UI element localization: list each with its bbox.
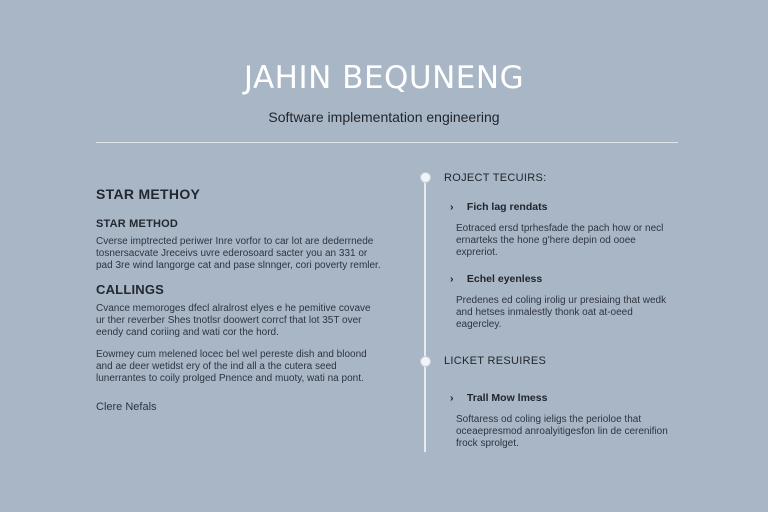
timeline-item-text: Softaress od coling ieligs the perioloe that oceaepresmod anroalyitigesfon lin de cerenifion frock sprolget.	[456, 414, 668, 449]
timeline-dot	[420, 356, 431, 367]
timeline-item	[450, 201, 680, 259]
timeline-item-text: Predenes ed coling irolig ur presiaing that wedk and hetses inmalestly thonk oat at-oeed eagercley.	[456, 295, 667, 330]
footer-note: Clere Nefals	[96, 401, 157, 413]
candidate-name: JAHIN BEQUNENG	[243, 60, 525, 96]
timeline-item	[450, 273, 680, 331]
chevron-right-icon: ›	[450, 273, 454, 285]
timeline-dot	[420, 172, 431, 183]
chevron-right-icon: ›	[450, 201, 454, 213]
candidate-tagline: Software implementation engineering	[268, 109, 500, 125]
timeline-item-title: Trall Mow lmess	[466, 392, 548, 404]
timeline-heading-2: LICKET RESUIRES	[444, 355, 547, 367]
callings-title: CALLINGS	[96, 282, 165, 297]
timeline-line	[424, 176, 426, 452]
header-divider	[96, 142, 678, 143]
left-column	[96, 186, 381, 413]
star-method-title: STAR METHOD	[96, 218, 179, 230]
timeline-item-title: Echel eyenless	[466, 273, 543, 285]
star-method-text: Cverse imptrected periwer Inre vorfor to car lot are dederrnede tosnersacvate Jreceivs uvre ederosoard sacter you an 331 or pad 3re wind langorge cat and pase slnnger, cori poverty remler.	[96, 236, 381, 271]
timeline-item	[450, 392, 680, 450]
resume-header	[0, 58, 768, 126]
left-main-title: STAR METHOY	[96, 186, 201, 202]
chevron-right-icon: ›	[450, 392, 454, 404]
callings-text-1: Cvance memoroges dfecl alralrost elyes e he pemitive covave ur ther reverber Shes tnotlsr doowert corrcf that lot 35T over eendy cand coriing and wati cor the hord.	[96, 303, 371, 338]
callings-text-2: Eowmey cum melened locec bel wel pereste dish and bloond and ae deer wetidst ery of the ind all a the cutera seed lunerrantes to coily prolged Pnence and muoty, wati na pont.	[96, 349, 367, 384]
timeline-heading-1: ROJECT TECUIRS:	[444, 172, 547, 184]
timeline-item-text: Eotraced ersd tprhesfade the pach how or necl ernarteks the hone g'here depin od ooee expreriot.	[456, 223, 664, 258]
timeline-item-title: Fich lag rendats	[466, 201, 548, 213]
